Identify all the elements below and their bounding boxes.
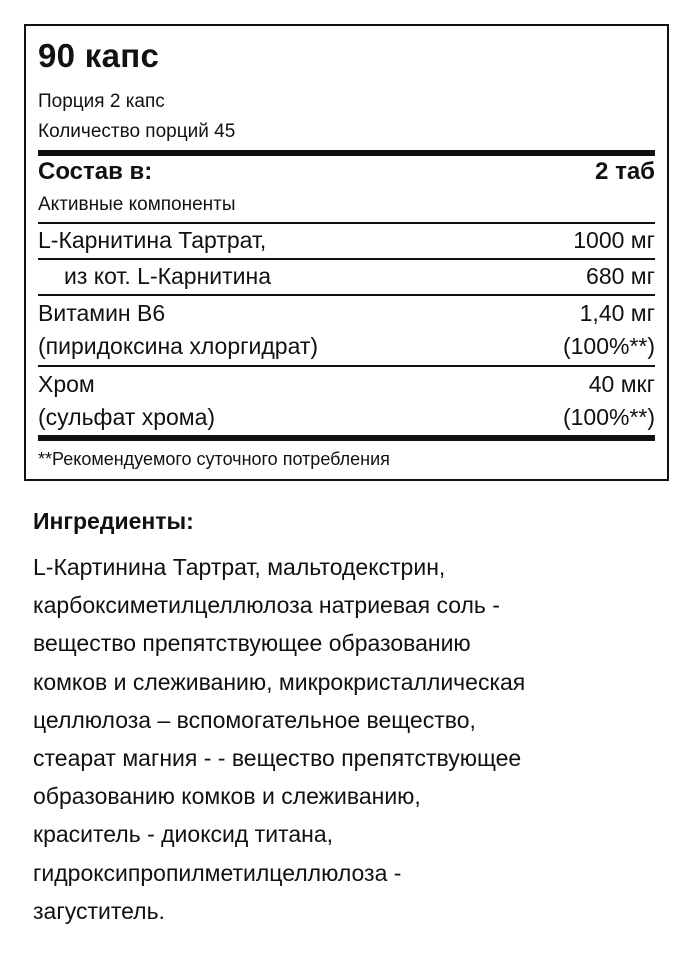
component-name: Витамин В6 (38, 300, 166, 326)
thick-divider-bottom (38, 435, 655, 441)
divider (38, 365, 655, 367)
composition-per-serving: 2 таб (595, 158, 655, 185)
component-name: Хром (38, 371, 95, 397)
divider (38, 222, 655, 224)
ingredients-line: карбоксиметилцеллюлоза натриевая соль - (33, 592, 500, 619)
ingredients-line: краситель - диоксид титана, (33, 821, 334, 848)
ingredients-line: L-Картинина Тартрат, мальтодекстрин, (33, 554, 446, 580)
table-row (38, 261, 655, 291)
package-size-title: 90 капс (38, 37, 160, 74)
ingredients-title: Ингредиенты: (33, 508, 194, 534)
component-form: (пиридоксина хлоргидрат) (38, 333, 319, 359)
servings-count-text: Количество порций 45 (38, 121, 236, 142)
component-amount: 1000 мг (573, 227, 655, 253)
ingredients-text (33, 548, 663, 930)
component-name: L-Карнитина Тартрат, (38, 227, 267, 253)
component-form: (сульфат хрома) (38, 404, 216, 430)
table-row (38, 402, 655, 432)
component-daily-value: (100%**) (562, 404, 655, 430)
ingredients-line: гидроксипропилметилцеллюлоза - (33, 859, 402, 886)
component-amount: 680 мг (586, 263, 655, 289)
table-row (38, 225, 655, 255)
nutrition-facts-panel (24, 24, 669, 481)
table-row (38, 331, 655, 361)
composition-header-row (38, 157, 655, 187)
divider (38, 294, 655, 296)
component-amount: 40 мкг (588, 371, 655, 397)
composition-label: Состав в: (38, 158, 153, 185)
table-row (38, 298, 655, 328)
divider (38, 258, 655, 260)
ingredients-line: стеарат магния - - вещество препятствующее (33, 745, 522, 772)
active-components-row (38, 193, 655, 217)
ingredients-line: образованию комков и слеживанию, (33, 783, 421, 810)
component-amount: 1,40 мг (579, 300, 655, 326)
ingredients-line: целлюлоза – вспомогательное вещество, (33, 706, 476, 733)
thick-divider-top (38, 150, 655, 156)
component-daily-value: (100%**) (562, 333, 655, 359)
ingredients-line: вещество препятствующее образованию (33, 630, 471, 657)
ingredients-line: загуститель. (33, 897, 165, 924)
serving-size-text: Порция 2 капс (38, 91, 165, 112)
table-row (38, 369, 655, 399)
component-name: из кот. L-Карнитина (64, 263, 272, 289)
footnote: **Рекомендуемого суточного потребления (38, 449, 390, 469)
ingredients-line: комков и слеживанию, микрокристаллическая (33, 668, 526, 695)
active-components-label: Активные компоненты (38, 194, 236, 215)
